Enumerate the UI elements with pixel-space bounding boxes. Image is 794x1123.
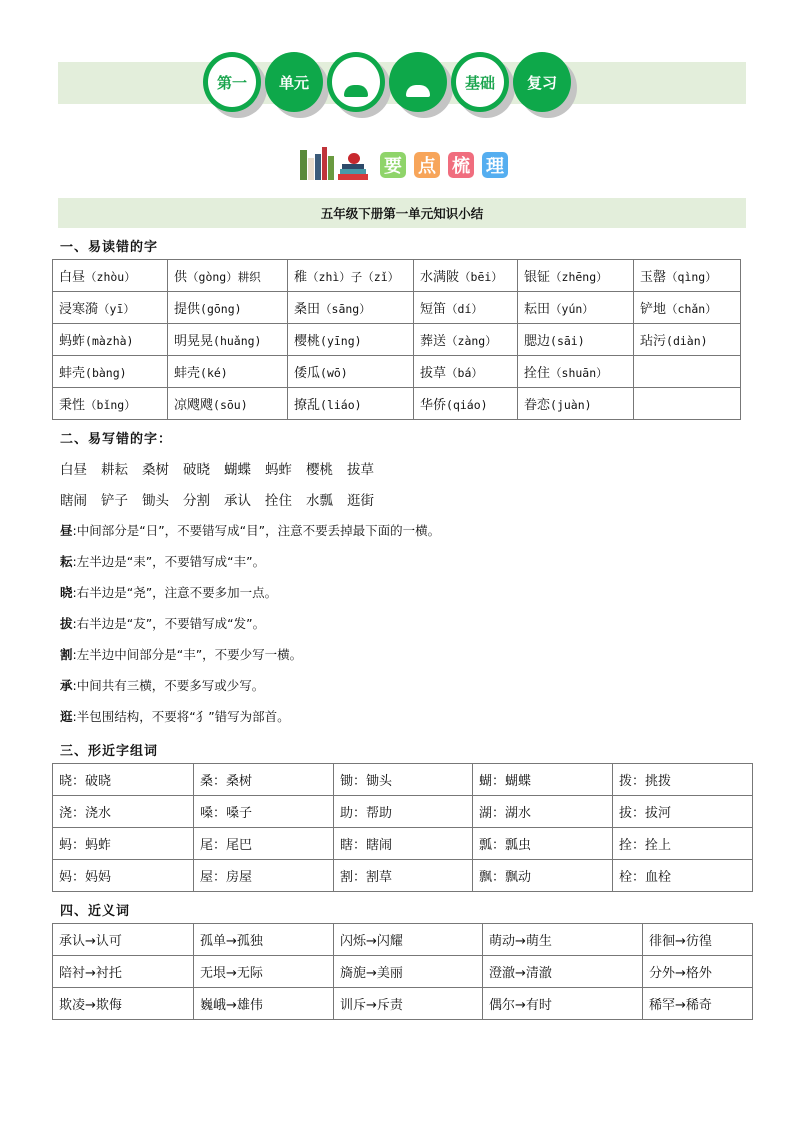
pinyin: （shuān） xyxy=(550,366,608,380)
note-text: :左半边是“耒”，不要错写成“丰”。 xyxy=(72,554,266,569)
table-row xyxy=(53,796,753,828)
pinyin: (yīng) xyxy=(320,334,362,348)
section-heading-misread: 一、易读错的字 xyxy=(60,240,159,255)
table-cell xyxy=(168,356,288,388)
table-cell: 晓：破晓 xyxy=(53,764,194,796)
pinyin: (ké) xyxy=(200,366,228,380)
bubble-disc xyxy=(513,52,571,112)
unit-title-bubbles xyxy=(203,52,575,118)
similar-chars-table xyxy=(52,763,753,892)
table-cell: 割：割草 xyxy=(334,860,473,892)
word: 耘田 xyxy=(524,302,551,317)
table-row xyxy=(53,988,753,1020)
table-row xyxy=(53,324,741,356)
heading-tile: 梳 xyxy=(448,152,474,178)
title-bubble xyxy=(389,52,447,114)
note-line xyxy=(60,521,440,539)
note-char: 昼 xyxy=(60,523,73,538)
word: 浸寒漪 xyxy=(59,302,99,317)
table-cell xyxy=(53,260,168,292)
table-cell xyxy=(168,292,288,324)
table-cell: 嗓：嗓子 xyxy=(194,796,334,828)
note-char: 拔 xyxy=(60,616,73,631)
word: 凉飕飕 xyxy=(174,398,214,413)
pinyin: (bàng) xyxy=(85,366,127,380)
table-cell: 旖旎→美丽 xyxy=(334,956,483,988)
table-cell: 锄：锄头 xyxy=(334,764,473,796)
table-cell xyxy=(634,324,741,356)
mound-icon xyxy=(406,85,430,97)
word: 水满陂 xyxy=(420,270,460,285)
word: 樱桃 xyxy=(294,334,321,349)
word: 分割 xyxy=(183,493,210,509)
note-line xyxy=(60,614,265,632)
word: 蚂蚱 xyxy=(59,334,86,349)
bubble-disc xyxy=(327,52,385,112)
table-cell xyxy=(288,388,414,420)
table-cell xyxy=(634,388,741,420)
section-heading-synonyms: 四、近义词 xyxy=(60,904,131,919)
pinyin: （yún） xyxy=(550,302,594,316)
table-cell: 分外→格外 xyxy=(643,956,753,988)
table-cell: 助：帮助 xyxy=(334,796,473,828)
note-line xyxy=(60,676,264,694)
pinyin: (sāi) xyxy=(550,334,585,348)
table-cell xyxy=(288,324,414,356)
table-cell: 飘：飘动 xyxy=(473,860,613,892)
miswritten-words-line-2 xyxy=(60,489,388,509)
table-cell xyxy=(53,388,168,420)
pinyin: （qìng） xyxy=(666,270,717,284)
word: 破晓 xyxy=(183,462,210,478)
word: 蚂蚱 xyxy=(265,462,292,478)
word: 承认 xyxy=(224,493,251,509)
table-cell: 瓢：瓢虫 xyxy=(473,828,613,860)
pinyin: （dí） xyxy=(446,302,483,316)
pinyin: （gòng）耕织 xyxy=(187,270,261,284)
table-cell xyxy=(288,260,414,292)
word: 桑树 xyxy=(142,462,169,478)
table-cell xyxy=(518,356,634,388)
bubble-label: 单元 xyxy=(278,73,309,92)
word: 葬送 xyxy=(420,334,447,349)
word: 樱桃 xyxy=(306,462,333,478)
note-text: :右半边是“尧”，注意不要多加一点。 xyxy=(72,585,278,600)
note-char: 晓 xyxy=(60,585,73,600)
table-cell xyxy=(168,260,288,292)
note-char: 割 xyxy=(60,647,73,662)
note-text: :中间共有三横，不要多写或少写。 xyxy=(72,678,265,693)
title-bubble xyxy=(203,52,261,114)
pinyin: （zàng） xyxy=(446,334,497,348)
table-cell: 蝴：蝴蝶 xyxy=(473,764,613,796)
heading-tile: 理 xyxy=(482,152,508,178)
word: 逛街 xyxy=(347,493,374,509)
table-cell xyxy=(634,356,741,388)
word: 拔草 xyxy=(347,462,374,478)
note-char: 承 xyxy=(60,678,73,693)
word: 秉性 xyxy=(59,398,86,413)
table-row xyxy=(53,356,741,388)
table-cell: 欺凌→欺侮 xyxy=(53,988,194,1020)
bubble-disc xyxy=(265,52,323,112)
table-cell: 拴：拴上 xyxy=(613,828,753,860)
table-cell: 稀罕→稀奇 xyxy=(643,988,753,1020)
pinyin: （zhēng） xyxy=(550,270,608,284)
table-cell xyxy=(414,388,518,420)
word: 白昼 xyxy=(59,270,86,285)
note-char: 逛 xyxy=(60,709,73,724)
heading-tiles xyxy=(372,152,508,178)
note-text: :右半边是“犮”，不要错写成“发”。 xyxy=(72,616,266,631)
table-cell xyxy=(288,292,414,324)
title-bubble xyxy=(265,52,323,114)
misread-table xyxy=(52,259,741,420)
word: 拴住 xyxy=(265,493,292,509)
table-cell: 徘徊→彷徨 xyxy=(643,924,753,956)
pinyin: (liáo) xyxy=(320,398,362,412)
pinyin: (màzhà) xyxy=(85,334,134,348)
note-char: 耘 xyxy=(60,554,73,569)
table-cell: 闪烁→闪耀 xyxy=(334,924,483,956)
pinyin: （bǐng） xyxy=(85,398,136,412)
word: 银钲 xyxy=(524,270,551,285)
table-row xyxy=(53,764,753,796)
heading-tile: 点 xyxy=(414,152,440,178)
word: 玉罄 xyxy=(640,270,667,285)
table-cell xyxy=(414,356,518,388)
miswritten-words-line-1 xyxy=(60,458,388,478)
table-row xyxy=(53,260,741,292)
pinyin: （zhì）子（zǐ） xyxy=(307,270,400,284)
title-bubble xyxy=(327,52,385,114)
synonyms-table xyxy=(52,923,753,1020)
pinyin: （bá） xyxy=(446,366,483,380)
table-row xyxy=(53,956,753,988)
books-icon xyxy=(296,147,372,183)
table-cell xyxy=(634,260,741,292)
pinyin: (diàn) xyxy=(666,334,708,348)
table-cell: 澄澈→清澈 xyxy=(483,956,643,988)
word: 锄头 xyxy=(142,493,169,509)
bubble-label: 复习 xyxy=(526,73,557,92)
table-cell: 瞎：瞎闹 xyxy=(334,828,473,860)
table-cell xyxy=(518,324,634,356)
table-cell xyxy=(168,388,288,420)
pinyin: （bēi） xyxy=(459,270,503,284)
word: 拔草 xyxy=(420,366,447,381)
bubble-disc xyxy=(389,52,447,112)
table-row xyxy=(53,388,741,420)
table-row xyxy=(53,924,753,956)
note-line xyxy=(60,552,265,570)
table-cell: 陪衬→衬托 xyxy=(53,956,194,988)
word: 提供 xyxy=(174,302,201,317)
key-points-heading xyxy=(296,145,508,185)
table-cell xyxy=(414,292,518,324)
summary-title: 五年级下册第一单元知识小结 xyxy=(58,198,746,228)
word: 瞎闹 xyxy=(60,493,87,509)
pinyin: (huǎng) xyxy=(213,334,262,348)
pinyin: (gōng) xyxy=(200,302,242,316)
table-cell: 拔：拔河 xyxy=(613,796,753,828)
table-cell xyxy=(288,356,414,388)
table-cell: 萌动→萌生 xyxy=(483,924,643,956)
table-cell xyxy=(518,292,634,324)
table-cell xyxy=(53,324,168,356)
section-heading-similar-chars: 三、形近字组词 xyxy=(60,744,159,759)
table-cell xyxy=(518,388,634,420)
table-cell: 妈：妈妈 xyxy=(53,860,194,892)
table-cell: 偶尔→有时 xyxy=(483,988,643,1020)
table-cell xyxy=(414,324,518,356)
pinyin: （chǎn） xyxy=(666,302,717,316)
bubble-disc xyxy=(203,52,261,112)
table-cell: 拨：挑拨 xyxy=(613,764,753,796)
table-cell xyxy=(518,260,634,292)
pinyin: (qiáo) xyxy=(446,398,488,412)
word: 耕耘 xyxy=(101,462,128,478)
table-cell: 尾：尾巴 xyxy=(194,828,334,860)
word: 玷污 xyxy=(640,334,667,349)
pinyin: (sōu) xyxy=(213,398,248,412)
table-row xyxy=(53,828,753,860)
word: 白昼 xyxy=(60,462,87,478)
bubble-label: 第一 xyxy=(216,73,247,92)
word: 铲子 xyxy=(101,493,128,509)
word: 腮边 xyxy=(524,334,551,349)
word: 明晃晃 xyxy=(174,334,214,349)
table-cell: 湖：湖水 xyxy=(473,796,613,828)
note-line xyxy=(60,707,290,725)
word: 倭瓜 xyxy=(294,366,321,381)
note-text: :中间部分是“日”，不要错写成“目”，注意不要丢掉最下面的一横。 xyxy=(72,523,441,538)
pinyin: （yī） xyxy=(98,302,135,316)
table-cell: 无垠→无际 xyxy=(194,956,334,988)
table-cell: 孤单→孤独 xyxy=(194,924,334,956)
table-cell xyxy=(168,324,288,356)
word: 蝴蝶 xyxy=(224,462,251,478)
word: 供 xyxy=(174,270,188,285)
word: 水瓢 xyxy=(306,493,333,509)
word: 撩乱 xyxy=(294,398,321,413)
word: 眷恋 xyxy=(524,398,551,413)
table-cell: 训斥→斥责 xyxy=(334,988,483,1020)
pinyin: (wō) xyxy=(320,366,348,380)
table-cell xyxy=(634,292,741,324)
pinyin: (juàn) xyxy=(550,398,592,412)
word: 蚌壳 xyxy=(174,366,201,381)
table-cell: 承认→认可 xyxy=(53,924,194,956)
table-cell: 桑：桑树 xyxy=(194,764,334,796)
word: 短笛 xyxy=(420,302,447,317)
word: 蚌壳 xyxy=(59,366,86,381)
table-cell xyxy=(53,356,168,388)
title-bubble xyxy=(451,52,509,114)
section-heading-miswritten: 二、易写错的字： xyxy=(60,432,173,447)
mound-icon xyxy=(344,85,368,97)
pinyin: （sāng） xyxy=(320,302,371,316)
bubble-disc xyxy=(451,52,509,112)
note-text: :半包围结构，不要将“犭”错写为部首。 xyxy=(72,709,290,724)
word: 稚 xyxy=(294,270,308,285)
note-text: :左半边中间部分是“丰”，不要少写一横。 xyxy=(72,647,303,662)
heading-tile: 要 xyxy=(380,152,406,178)
table-row xyxy=(53,292,741,324)
word: 铲地 xyxy=(640,302,667,317)
word: 拴住 xyxy=(524,366,551,381)
table-row xyxy=(53,860,753,892)
title-bubble xyxy=(513,52,571,114)
word: 桑田 xyxy=(294,302,321,317)
note-line xyxy=(60,583,277,601)
table-cell: 巍峨→雄伟 xyxy=(194,988,334,1020)
table-cell: 蚂：蚂蚱 xyxy=(53,828,194,860)
table-cell: 屋：房屋 xyxy=(194,860,334,892)
bubble-label: 基础 xyxy=(464,73,495,92)
pinyin: （zhòu） xyxy=(85,270,136,284)
table-cell: 栓：血栓 xyxy=(613,860,753,892)
note-line xyxy=(60,645,302,663)
table-cell xyxy=(53,292,168,324)
table-cell: 浇：浇水 xyxy=(53,796,194,828)
word: 华侨 xyxy=(420,398,447,413)
table-cell xyxy=(414,260,518,292)
